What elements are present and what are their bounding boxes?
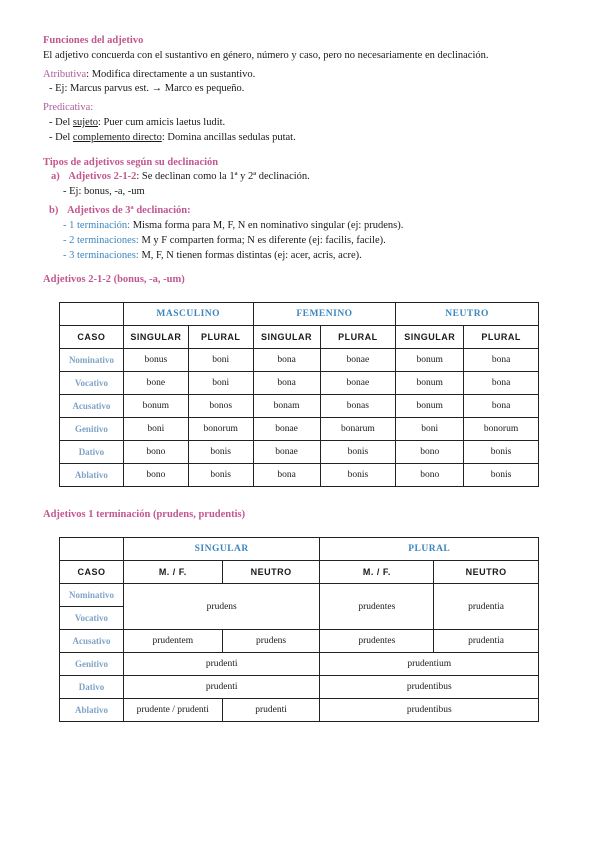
cell-nomvoc-pl-n: prudentia — [434, 584, 539, 630]
intro-text: El adjetivo concuerda con el sustantivo en género, número y caso, pero no necesariamente en declinación. — [43, 50, 489, 61]
tipo-b3-label: - 3 terminaciones: — [63, 250, 139, 261]
table-cell: bono — [396, 464, 464, 487]
atributiva-label: Atributiva — [43, 69, 87, 80]
table-row — [60, 418, 539, 441]
pred2-prefix: - Del — [49, 132, 73, 143]
header-neutro: NEUTRO — [396, 303, 539, 326]
pred1-example: : Puer cum amicis laetus ludit. — [98, 117, 226, 128]
tipo-b1-label: - 1 terminación: — [63, 220, 131, 231]
tipo-b2-text: M y F comparten forma; N es diferente (ej: facilis, facile). — [138, 235, 386, 246]
table-row — [60, 441, 539, 464]
table-row — [60, 349, 539, 372]
pred2-example: : Domina ancillas sedulas putat. — [161, 132, 296, 143]
predicativa-sujeto-line — [49, 116, 225, 130]
table-cell: bonum — [396, 349, 464, 372]
tipo-a-text: : Se declinan como la 1ª y 2ª declinación. — [136, 171, 310, 182]
tipo-a-line — [51, 170, 310, 184]
table-cell: bonorum — [464, 418, 539, 441]
table-cell: bonarum — [320, 418, 396, 441]
table1-title: Adjetivos 2-1-2 (bonus, -a, -um) — [43, 274, 185, 285]
tipo-b3-line — [63, 249, 362, 263]
tipo-a-example: - Ej: bonus, -a, -um — [63, 186, 145, 197]
table-cell: bonis — [320, 464, 396, 487]
case-label: Genitivo — [60, 418, 124, 441]
tipo-b1-line — [63, 219, 403, 233]
table-cell: bono — [123, 464, 188, 487]
header-singular: SINGULAR — [123, 326, 188, 349]
tipo-b3-text: M, F, N tienen formas distintas (ej: acer, acris, acre). — [138, 250, 362, 261]
table-cell: bona — [464, 372, 539, 395]
table-cell: bona — [253, 372, 320, 395]
table-bonus — [59, 302, 539, 487]
header-plural: PLURAL — [320, 538, 539, 561]
predicativa-label: Predicativa: — [43, 102, 94, 113]
header-mf: M. / F. — [320, 561, 434, 584]
table-cell: bona — [253, 349, 320, 372]
table-cell: bone — [123, 372, 188, 395]
cell-acu-pl-n: prudentia — [434, 630, 539, 653]
tipo-b-prefix: b) — [49, 205, 59, 216]
tipo-b1-text: Misma forma para M, F, N en nominativo singular (ej: prudens). — [130, 220, 404, 231]
cell-nomvoc-sg: prudens — [123, 584, 320, 630]
cell-nomvoc-pl-mf: prudentes — [320, 584, 434, 630]
cell-gen-sg: prudenti — [123, 653, 320, 676]
table-cell: bona — [464, 395, 539, 418]
table-cell: bonum — [396, 395, 464, 418]
table-cell: bonae — [253, 441, 320, 464]
table-cell: bonis — [188, 464, 253, 487]
pred1-term: sujeto — [72, 117, 99, 128]
table-cell: bonis — [320, 441, 396, 464]
header-plural: PLURAL — [464, 326, 539, 349]
table-cell: bona — [253, 464, 320, 487]
case-genitivo: Genitivo — [60, 653, 124, 676]
cell-dat-pl: prudentibus — [320, 676, 539, 699]
tipo-b2-label: - 2 terminaciones: — [63, 235, 139, 246]
tipo-a-label: Adjetivos 2-1-2 — [68, 171, 137, 182]
header-singular: SINGULAR — [253, 326, 320, 349]
table-cell: bono — [123, 441, 188, 464]
table-cell: bono — [396, 441, 464, 464]
table-cell: bona — [464, 349, 539, 372]
header-neutro: NEUTRO — [434, 561, 539, 584]
table-cell: bonae — [320, 349, 396, 372]
cell-abl-sg-n: prudenti — [222, 699, 320, 722]
table-row — [60, 395, 539, 418]
tipo-b2-line — [63, 234, 386, 248]
section-title-tipos: Tipos de adjetivos según su declinación — [43, 157, 219, 168]
table-cell: bonis — [188, 441, 253, 464]
table-cell: bonis — [464, 464, 539, 487]
header-singular: SINGULAR — [123, 538, 320, 561]
case-label: Acusativo — [60, 395, 124, 418]
cell-acu-sg-mf: prudentem — [123, 630, 222, 653]
empty-corner — [60, 303, 124, 326]
predicativa-cd-line — [49, 131, 296, 145]
table-cell: boni — [123, 418, 188, 441]
pred2-term: complemento directo — [72, 132, 162, 143]
header-mf: M. / F. — [123, 561, 222, 584]
cell-gen-pl: prudentium — [320, 653, 539, 676]
tipo-b-label: Adjetivos de 3ª declinación: — [66, 205, 191, 216]
atributiva-example: - Ej: Marcus parvus est. → Marco es pequeño. — [49, 83, 245, 94]
case-label: Dativo — [60, 441, 124, 464]
tipo-b-line — [49, 204, 191, 218]
case-acusativo: Acusativo — [60, 630, 124, 653]
header-neutro: NEUTRO — [222, 561, 320, 584]
table-cell: bonum — [123, 395, 188, 418]
table-cell: boni — [188, 349, 253, 372]
table-cell: boni — [396, 418, 464, 441]
section-title-funciones: Funciones del adjetivo — [43, 35, 144, 46]
case-vocativo: Vocativo — [60, 607, 124, 630]
table-cell: bonas — [320, 395, 396, 418]
atributiva-text: : Modifica directamente a un sustantivo. — [86, 69, 256, 80]
header-masculino: MASCULINO — [123, 303, 253, 326]
case-dativo: Dativo — [60, 676, 124, 699]
cell-acu-sg-n: prudens — [222, 630, 320, 653]
table-cell: bonus — [123, 349, 188, 372]
cell-dat-sg: prudenti — [123, 676, 320, 699]
cell-acu-pl-mf: prudentes — [320, 630, 434, 653]
header-plural: PLURAL — [188, 326, 253, 349]
header-singular: SINGULAR — [396, 326, 464, 349]
case-label: Ablativo — [60, 464, 124, 487]
table-cell: boni — [188, 372, 253, 395]
table-cell: bonam — [253, 395, 320, 418]
case-label: Nominativo — [60, 349, 124, 372]
table-prudens — [59, 537, 539, 722]
tipo-a-prefix: a) — [51, 171, 60, 182]
case-nominativo: Nominativo — [60, 584, 124, 607]
empty-corner — [60, 538, 124, 561]
header-femenino: FEMENINO — [253, 303, 396, 326]
cell-abl-pl: prudentibus — [320, 699, 539, 722]
table-row — [60, 464, 539, 487]
table-cell: bonae — [320, 372, 396, 395]
header-caso: CASO — [60, 561, 124, 584]
cell-abl-sg-mf: prudente / prudenti — [123, 699, 222, 722]
table-cell: bonum — [396, 372, 464, 395]
pred1-prefix: - Del — [49, 117, 73, 128]
atributiva-line — [43, 68, 255, 82]
table-cell: bonae — [253, 418, 320, 441]
table-cell: bonis — [464, 441, 539, 464]
header-plural: PLURAL — [320, 326, 396, 349]
case-ablativo: Ablativo — [60, 699, 124, 722]
header-caso: CASO — [60, 326, 124, 349]
table-cell: bonos — [188, 395, 253, 418]
table2-title: Adjetivos 1 terminación (prudens, prudentis) — [43, 509, 246, 520]
table-row — [60, 372, 539, 395]
table-cell: bonorum — [188, 418, 253, 441]
case-label: Vocativo — [60, 372, 124, 395]
